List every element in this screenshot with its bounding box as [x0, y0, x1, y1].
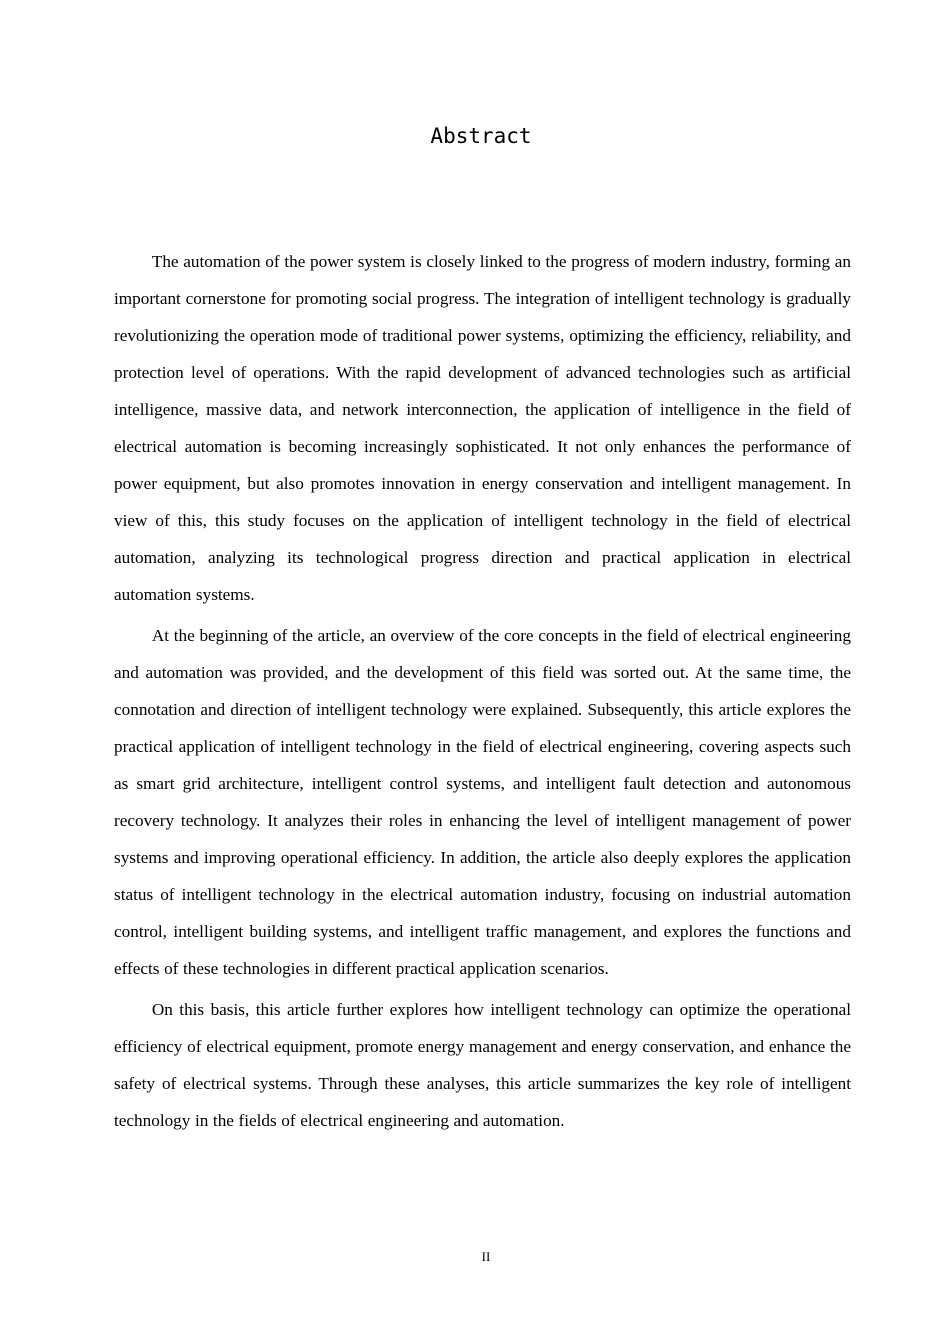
abstract-paragraph-2: At the beginning of the article, an overview of the core concepts in the field of electrical engineering and automation was provided, and the development of this field was sorted out. At the same time, the connotation and direction of intelligent technology were explained. Subsequently, this article explores the practical application of intelligent technology in the field of electrical engineering, covering aspects such as smart grid architecture, intelligent control systems, and intelligent fault detection and autonomous recovery technology. It analyzes their roles in enhancing the level of intelligent management of power systems and improving operational efficiency. In addition, the article also deeply explores the application status of intelligent technology in the electrical automation industry, focusing on industrial automation control, intelligent building systems, and intelligent traffic management, and explores the functions and effects of these technologies in different practical application scenarios. [114, 626, 851, 978]
abstract-body [114, 243, 851, 1143]
abstract-paragraph-1: The automation of the power system is closely linked to the progress of modern industry, forming an important cornerstone for promoting social progress. The integration of intelligent technology is gradually revolutionizing the operation mode of traditional power systems, optimizing the efficiency, reliability, and protection level of operations. With the rapid development of advanced technologies such as artificial intelligence, massive data, and network interconnection, the application of intelligence in the field of electrical automation is becoming increasingly sophisticated. It not only enhances the performance of power equipment, but also promotes innovation in energy conservation and intelligent management. In view of this, this study focuses on the application of intelligent technology in the field of electrical automation, analyzing its technological progress direction and practical application in electrical automation systems. [114, 252, 851, 604]
page-title: Abstract [430, 124, 532, 148]
page-number: II [481, 1249, 491, 1264]
abstract-paragraph-3: On this basis, this article further explores how intelligent technology can optimize the operational efficiency of electrical equipment, promote energy management and energy conservation, and enhance the safety of electrical systems. Through these analyses, this article summarizes the key role of intelligent technology in the fields of electrical engineering and automation. [114, 1000, 851, 1130]
